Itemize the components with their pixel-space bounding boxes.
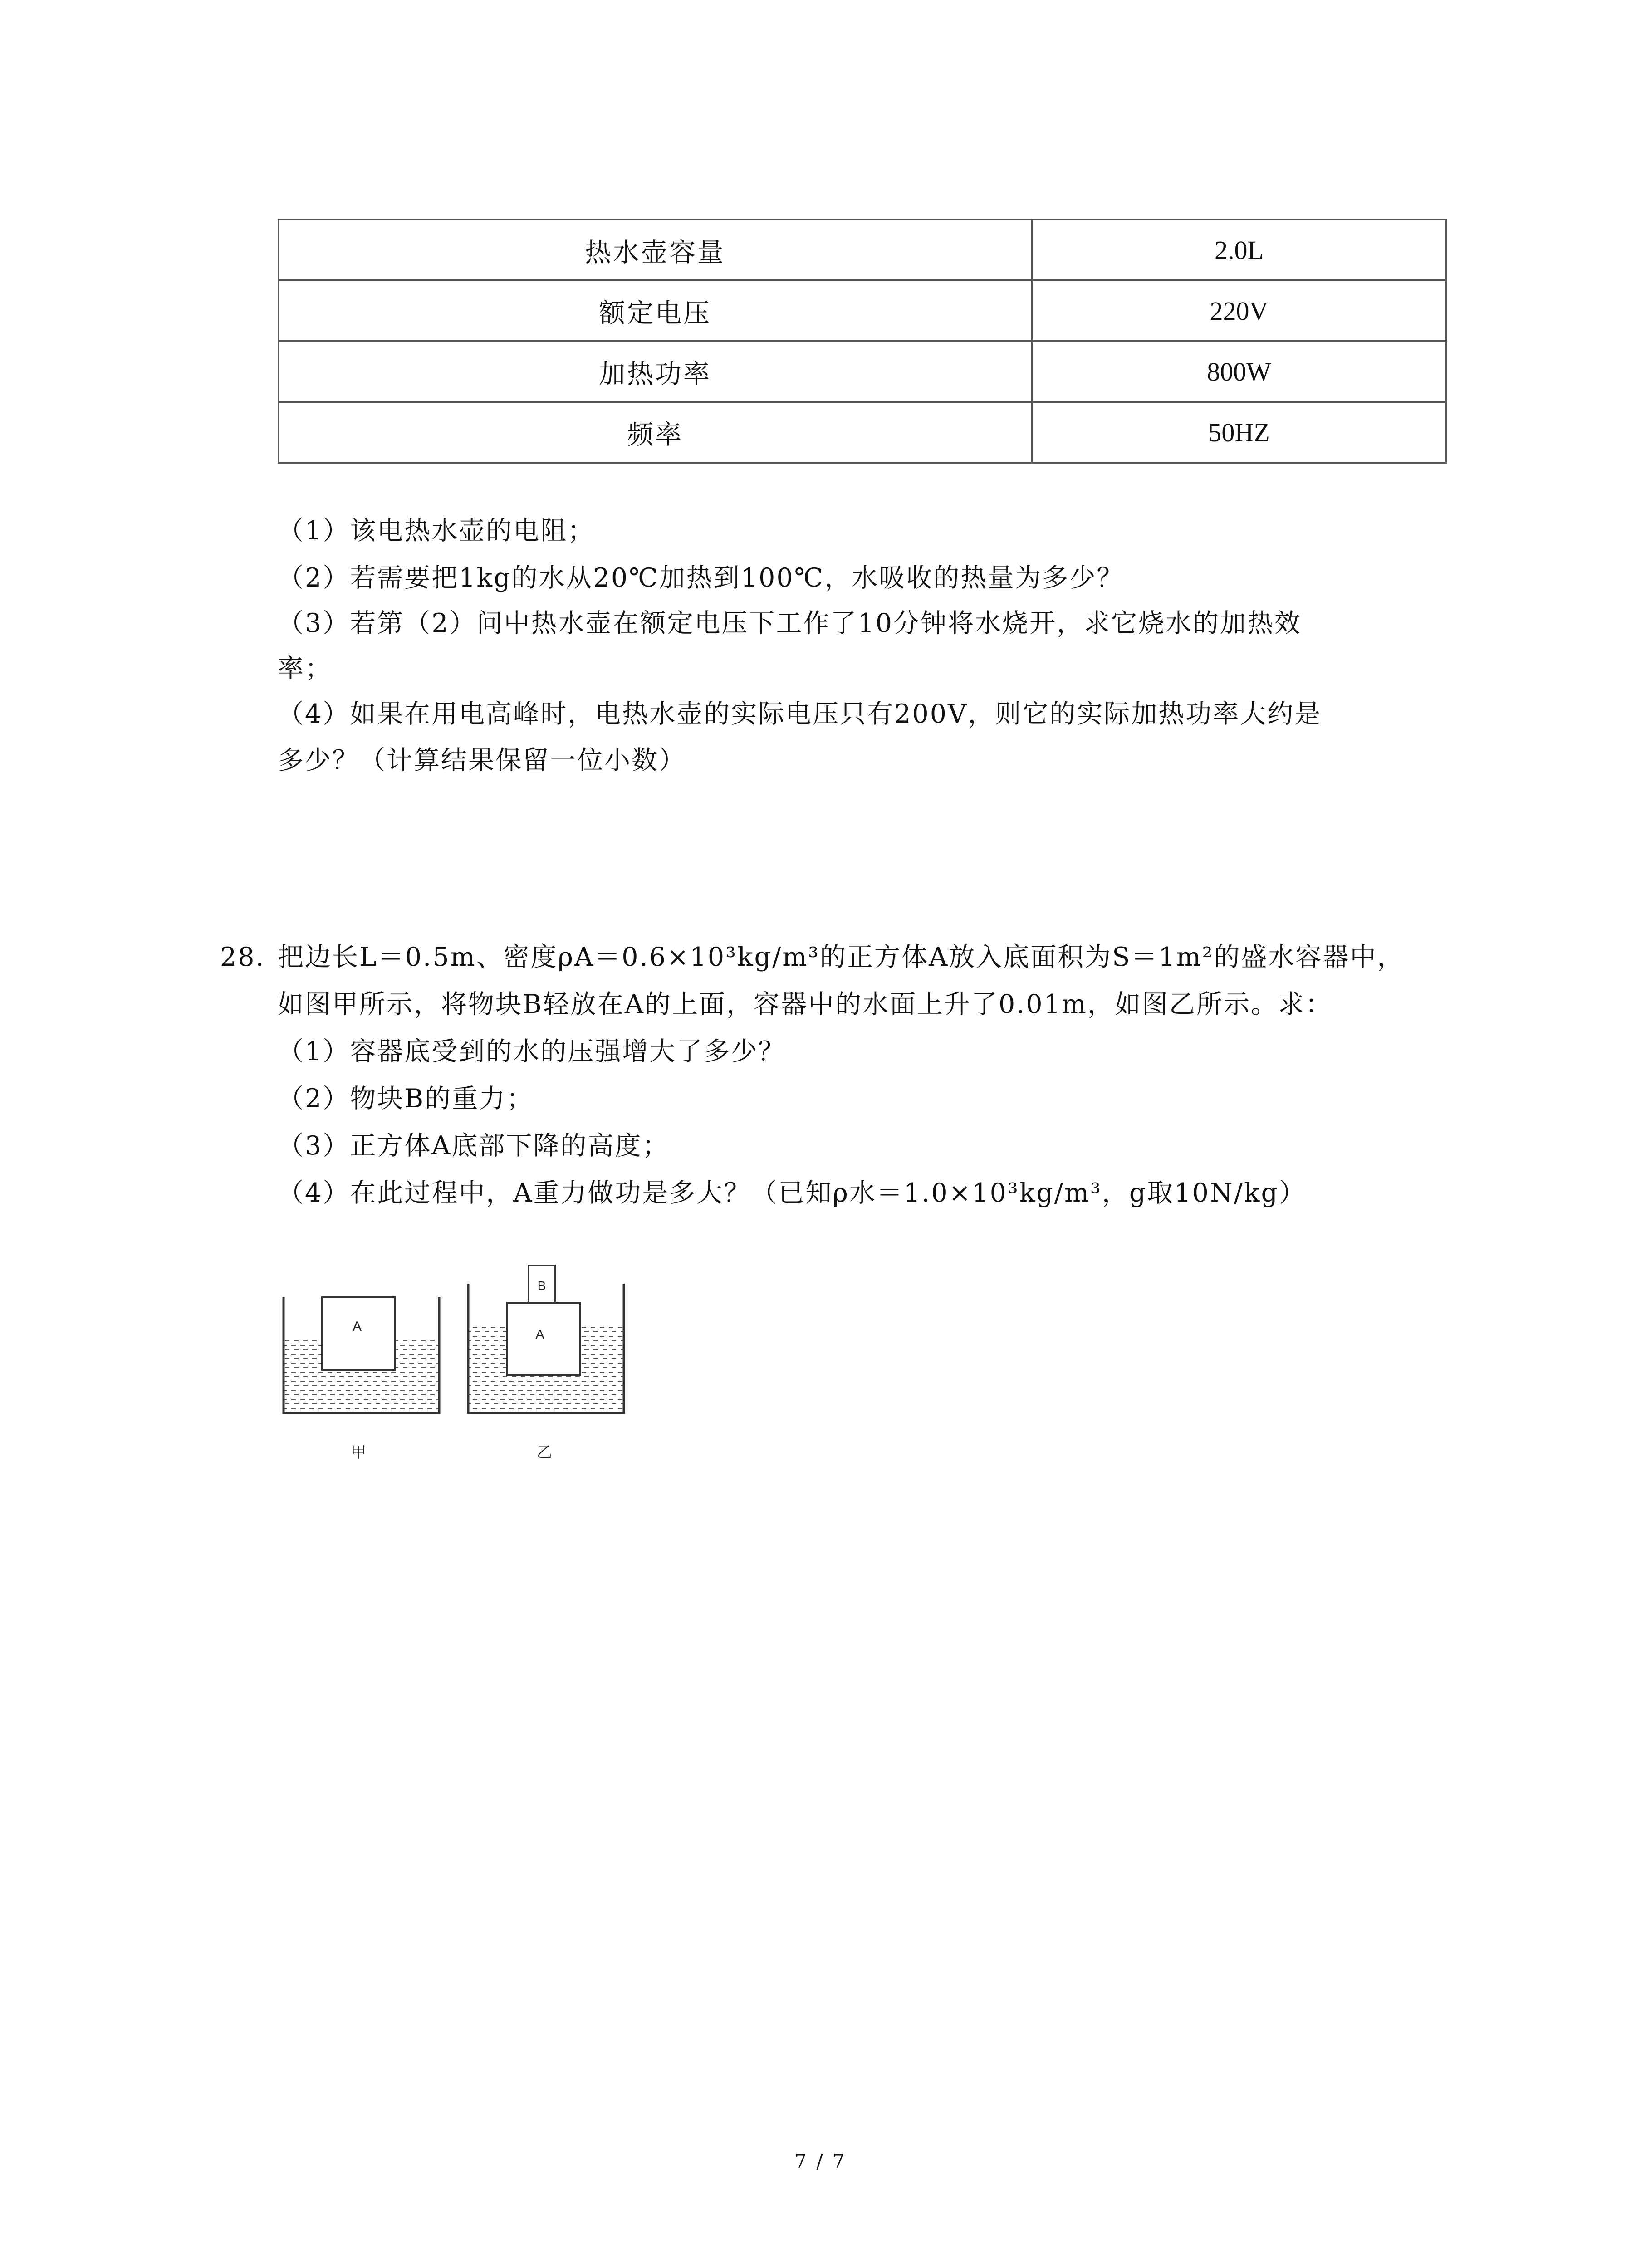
table-cell-label: 频率	[279, 402, 1032, 463]
q27-line-3: （3）若第（2）问中热水壶在额定电压下工作了10分钟将水烧开，求它烧水的加热效	[278, 608, 1302, 638]
table-row	[279, 341, 1446, 402]
table-cell-value: 2.0L	[1032, 220, 1446, 280]
q28-line-2: 如图甲所示，将物块B轻放在A的上面，容器中的水面上升了0.01m，如图乙所示。求：	[278, 989, 1333, 1019]
q28-line-4: （2）物块B的重力；	[278, 1084, 534, 1114]
table-row	[279, 220, 1446, 280]
q27-line-1: （1）该电热水壶的电阻；	[278, 516, 595, 546]
block-a-label: A	[352, 1319, 362, 1334]
table-cell-label: 加热功率	[279, 341, 1032, 402]
table-cell-value: 50HZ	[1032, 402, 1446, 463]
q27-line-5: （4）如果在用电高峰时，电热水壶的实际电压只有200V，则它的实际加热功率大约是	[278, 699, 1322, 729]
table-row	[279, 402, 1446, 463]
q28-line-1: 把边长L＝0.5m、密度ρA＝0.6×10³kg/m³的正方体A放入底面积为S＝1m²的盛水容器中，	[278, 942, 1405, 972]
table-row	[279, 280, 1446, 341]
q28-line-6: （4）在此过程中，A重力做功是多大？（已知ρ水＝1.0×10³kg/m³，g取10N/kg）	[278, 1178, 1306, 1208]
table-cell-value: 220V	[1032, 280, 1446, 341]
figure-caption-jia: 甲	[351, 1444, 366, 1461]
q27-line-4: 率；	[278, 654, 332, 684]
q27-line-6: 多少？（计算结果保留一位小数）	[278, 745, 686, 775]
block-a-label: A	[535, 1327, 545, 1342]
page-number: 7 / 7	[794, 2150, 847, 2172]
table-cell-label: 额定电压	[279, 280, 1032, 341]
figure-jia	[284, 1297, 439, 1461]
spec-table	[278, 219, 1447, 464]
block-b-label: B	[537, 1279, 546, 1293]
table-cell-label: 热水壶容量	[279, 220, 1032, 280]
q28-line-3: （1）容器底受到的水的压强增大了多少？	[278, 1036, 786, 1066]
q28-number: 28.	[220, 942, 265, 972]
table-cell-value: 800W	[1032, 341, 1446, 402]
figures	[272, 1234, 681, 1479]
q27-line-2: （2）若需要把1kg的水从20℃加热到100℃，水吸收的热量为多少？	[278, 563, 1124, 593]
figure-caption-yi: 乙	[537, 1444, 552, 1461]
q28-line-5: （3）正方体A底部下降的高度；	[278, 1131, 670, 1161]
figure-yi	[468, 1266, 624, 1461]
